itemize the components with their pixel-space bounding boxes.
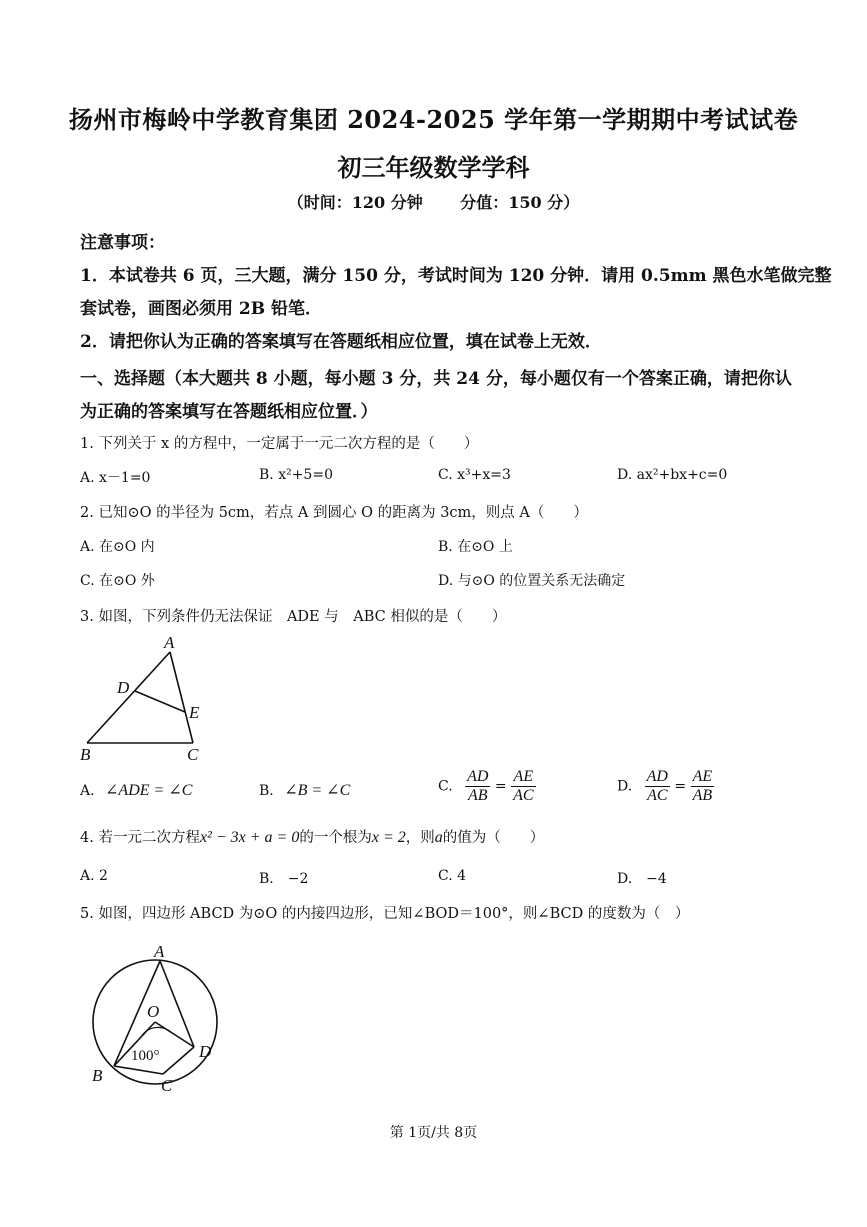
- equals-sign: =: [674, 778, 687, 795]
- numerator: AD: [467, 768, 489, 785]
- option-a-prefix: A.: [80, 783, 95, 799]
- denominator: AC: [647, 787, 668, 804]
- question-5-circle-figure: [80, 940, 230, 1100]
- label-a: A: [154, 942, 165, 961]
- question-1-option-b: B. x²+5=0: [259, 467, 333, 483]
- equals-sign: =: [494, 778, 507, 795]
- notes-item-1-line-2: 套试卷，画图必须用 2B 铅笔．: [80, 299, 323, 319]
- section-1-heading-line-1: 一、选择题（本大题共 8 小题，每小题 3 分，共 24 分，每小题仅有一个答案正确，请把你认: [80, 369, 792, 389]
- question-3-option-a: [80, 780, 192, 800]
- root: x = 2: [371, 829, 406, 846]
- side-ac: [170, 652, 193, 743]
- stem-post: 的值为（ ）: [442, 830, 545, 846]
- question-4-stem: [80, 826, 544, 847]
- chord-cd: [163, 1047, 194, 1074]
- question-3-stem: 3. 如图，下列条件仍无法保证 ADE 与 ABC 相似的是（ ）: [80, 609, 507, 625]
- page-number: 第 1页/共 8页: [389, 1125, 478, 1141]
- question-3-option-d: [617, 768, 714, 805]
- option-c-prefix: C.: [438, 778, 453, 795]
- label-d: D: [199, 1042, 212, 1061]
- question-4-option-d: D. −4: [617, 871, 667, 887]
- question-4-option-b: B. −2: [259, 871, 309, 887]
- notes-heading: 注意事项：: [80, 233, 165, 253]
- question-4-option-c: C. 4: [438, 868, 467, 884]
- denominator: AB: [692, 787, 713, 804]
- denominator: AB: [468, 787, 488, 804]
- label-c: C: [187, 745, 199, 764]
- notes-item-2: 2．请把你认为正确的答案填写在答题纸相应位置，填在试卷上无效．: [80, 332, 602, 352]
- stem-mid: 的一个根为: [299, 830, 372, 846]
- segment-de: [135, 691, 185, 712]
- question-3-triangle-figure: [75, 630, 225, 765]
- section-1-heading-line-2: 为正确的答案填写在答题纸相应位置．）: [80, 402, 378, 422]
- question-1-option-c: C. x³+x=3: [438, 467, 511, 483]
- chord-ad: [160, 961, 194, 1047]
- angle-bod-arc: [141, 1027, 172, 1037]
- numerator: AE: [692, 768, 713, 785]
- option-b-prefix: B.: [259, 783, 274, 799]
- label-a: A: [164, 633, 175, 652]
- stem-pre: 4. 若一元二次方程: [80, 830, 200, 846]
- stem-mid-2: ，则: [405, 830, 435, 846]
- option-c-fraction-1: [465, 768, 490, 805]
- option-d-fraction-2: [691, 768, 715, 805]
- question-2-option-b: B. 在⊙O 上: [438, 539, 513, 555]
- question-5-stem: 5. 如图，四边形 ABCD 为⊙O 的内接四边形，已知∠BOD＝100°，则∠BCD 的度数为（ ）: [80, 906, 690, 922]
- label-e: E: [189, 703, 200, 722]
- question-2-option-c: C. 在⊙O 外: [80, 573, 155, 589]
- label-b: B: [80, 745, 91, 764]
- question-1-stem: 1. 下列关于 x 的方程中，一定属于一元二次方程的是（ ）: [80, 436, 479, 452]
- numerator: AE: [511, 768, 535, 787]
- question-3-option-c: [438, 768, 536, 805]
- question-4-option-a: A. 2: [80, 868, 108, 884]
- question-2-option-d: D. 与⊙O 的位置关系无法确定: [438, 573, 626, 589]
- question-2-stem: 2. 已知⊙O 的半径为 5cm，若点 A 到圆心 O 的距离为 3cm，则点 A（ ）: [80, 505, 588, 521]
- option-a-expression: ∠ADE = ∠C: [105, 782, 193, 799]
- notes-item-1-line-1: 1．本试卷共 6 页，三大题，满分 150 分，考试时间为 120 分钟．请用 0.5mm 黑色水笔做完整: [80, 266, 832, 286]
- question-2-option-a: A. 在⊙O 内: [80, 539, 155, 555]
- question-1-option-d: D. ax²+bx+c=0: [617, 467, 728, 483]
- label-d: D: [117, 678, 130, 697]
- option-d-fraction-1: [645, 768, 670, 805]
- label-c: C: [161, 1076, 173, 1095]
- question-1-option-a: A. x－1=0: [80, 470, 151, 486]
- radius-od: [155, 1022, 194, 1047]
- question-3-option-b: [259, 780, 350, 800]
- exam-subtitle: 初三年级数学学科: [337, 153, 530, 182]
- equation: x² − 3x + a = 0: [199, 829, 300, 846]
- option-b-expression: ∠B = ∠C: [284, 782, 351, 799]
- angle-label: 100°: [131, 1048, 160, 1064]
- denominator: AC: [513, 787, 534, 804]
- option-d-prefix: D.: [617, 778, 633, 795]
- label-o: O: [147, 1002, 160, 1021]
- option-c-fraction-2: [511, 768, 535, 805]
- chord-bc: [114, 1066, 163, 1074]
- numerator: AD: [646, 768, 668, 785]
- label-b: B: [92, 1066, 103, 1085]
- time-score-info: （时间：120 分钟 分值：150 分）: [287, 193, 580, 212]
- side-ab: [87, 652, 170, 743]
- exam-title: 扬州市梅岭中学教育集团 2024-2025 学年第一学期期中考试试卷: [68, 105, 799, 134]
- variable: a: [434, 829, 443, 846]
